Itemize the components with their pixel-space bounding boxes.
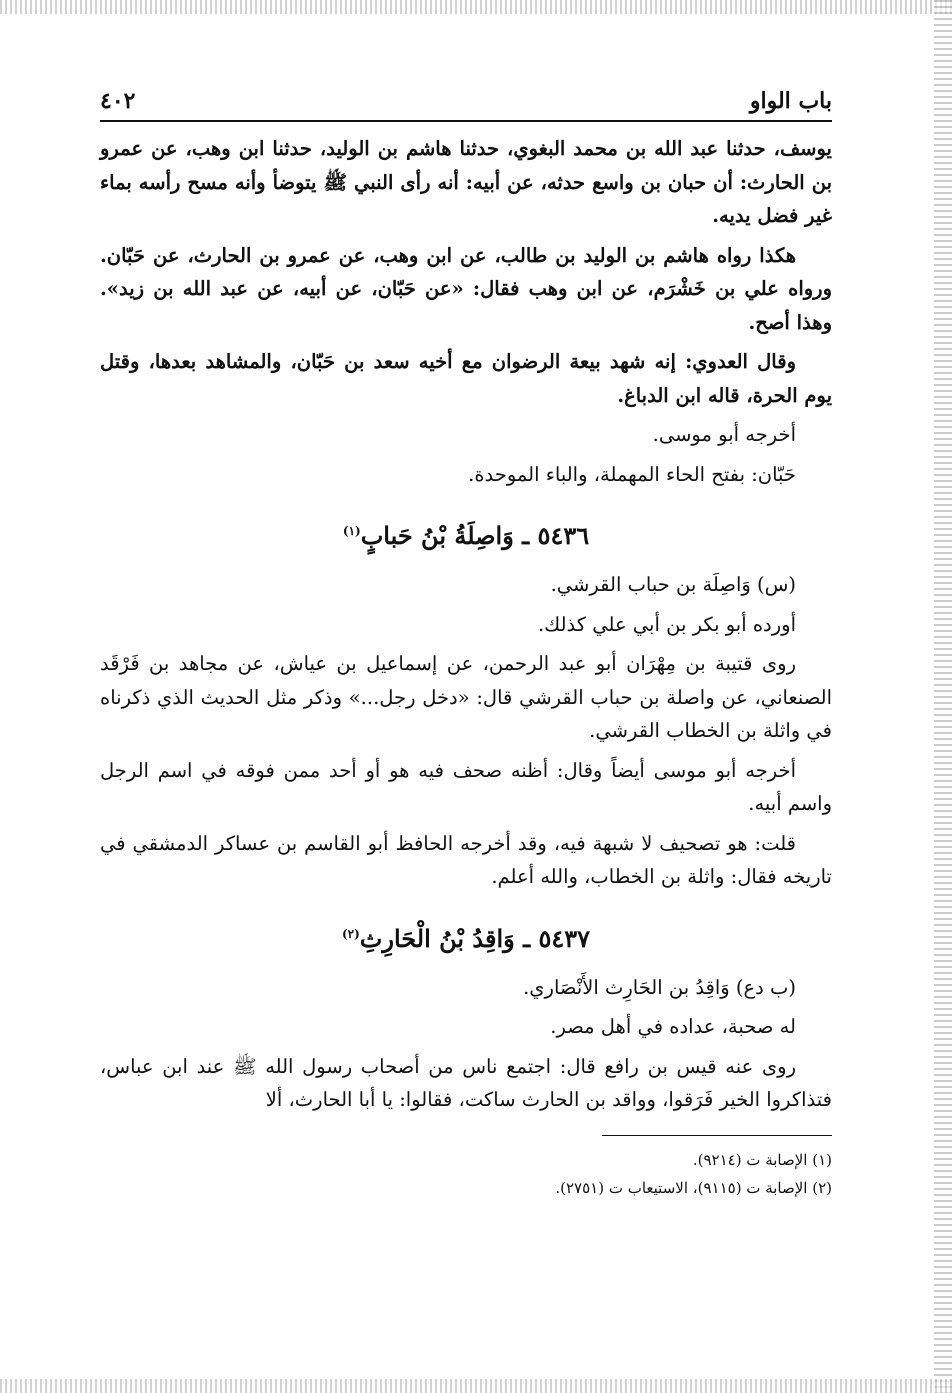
decorative-border-top: [0, 0, 952, 14]
entry-heading-5436: [100, 513, 832, 554]
footnote-2: (٢) الإصابة ت (٩١١٥)، الاستيعاب ت (٢٧٥١).: [555, 1178, 832, 1197]
paragraph-comment: قلت: هو تصحيف لا شبهة فيه، وقد أخرجه الحافظ أبو القاسم بن عساكر الدمشقي في تاريخه فقال: واثلة بن الخطاب، والله أعلم.: [100, 831, 832, 888]
paragraph-cited-by: أورده أبو بكر بن أبي علي كذلك.: [537, 612, 796, 636]
paragraph-narration-chain: هكذا رواه هاشم بن الوليد بن طالب، عن ابن وهب، عن عمرو بن الحارث، عن حَبّان. ورواه علي بن خَشْرَم، عن ابن وهب فقال: «عن حَبّان، عن أبيه، عن عبد الله بن زيد». وهذا أصح.: [100, 243, 832, 334]
page-number: ٤٠٢: [100, 88, 136, 114]
paragraph-source-2: أخرجه أبو موسى أيضاً وقال: أظنه صحف فيه هو أو أحد ممن فوقه في اسم الرجل واسم أبيه.: [100, 758, 832, 815]
paragraph-narration: روى عنه قيس بن رافع قال: اجتمع ناس من أصحاب رسول الله ﷺ عند ابن عباس، فتذاكروا الخير فَرَقوا، وواقد بن الحارث ساكت، فقالوا: يا أبا الحارث، ألا: [100, 1054, 832, 1111]
book-page: [100, 80, 832, 1202]
paragraph-hadith-text: يوسف، حدثنا عبد الله بن محمد البغوي، حدثنا هاشم بن الوليد، حدثنا ابن وهب، عن عمرو بن الحارث: أن حبان بن واسع حدثه، عن أبيه: أنه رأى النبي ﷺ يتوضأ وأنه مسح رأسه بماء غير فضل يديه.: [100, 137, 832, 227]
paragraph-narration: روى قتيبة بن مِهْرَان أبو عبد الرحمن، عن إسماعيل بن عياش، عن مجاهد بن فَرْقَد الصنعاني، عن واصلة بن حباب القرشي قال: «دخل رجل...» وذكر مثل الحديث الذي ذكرناه في واثلة بن الخطاب القرشي.: [100, 652, 832, 742]
paragraph-entry-name: (س) وَاصِلَة بن حباب القرشي.: [550, 573, 796, 596]
decorative-border-bottom: [0, 1379, 952, 1393]
paragraph-entry-name: (ب دع) وَاقِدُ بن الحَارِث الأَنْصَاري.: [523, 975, 796, 999]
footnote-ref: (١): [342, 524, 361, 538]
footnote-divider: [602, 1135, 832, 1136]
entry-title: ٥٤٣٦ ـ وَاصِلَةُ بْنُ حَبابٍ: [360, 521, 590, 550]
decorative-border-right: [934, 0, 952, 1393]
chapter-title: باب الواو: [749, 88, 832, 114]
paragraph-source-1: أخرجه أبو موسى.: [652, 423, 796, 446]
entry-title: ٥٤٣٧ ـ وَاقِدُ بْنُ الْحَارِثِ: [359, 923, 591, 953]
page-header: [100, 80, 832, 122]
paragraph-adawi-quote: وقال العدوي: إنه شهد بيعة الرضوان مع أخيه سعد بن حَبّان، والمشاهد بعدها، وقتل يوم الحرة، قاله ابن الدباغ.: [100, 350, 832, 407]
paragraph-spelling-note: حَبّان: بفتح الحاء المهملة، والباء الموحدة.: [468, 462, 796, 486]
entry-heading-5437: [100, 916, 832, 957]
paragraph-companion-note: له صحبة، عداده في أهل مصر.: [550, 1015, 796, 1038]
footnote-ref: (٢): [341, 926, 360, 941]
footnote-1: (١) الإصابة ت (٩٢١٤).: [692, 1150, 832, 1169]
